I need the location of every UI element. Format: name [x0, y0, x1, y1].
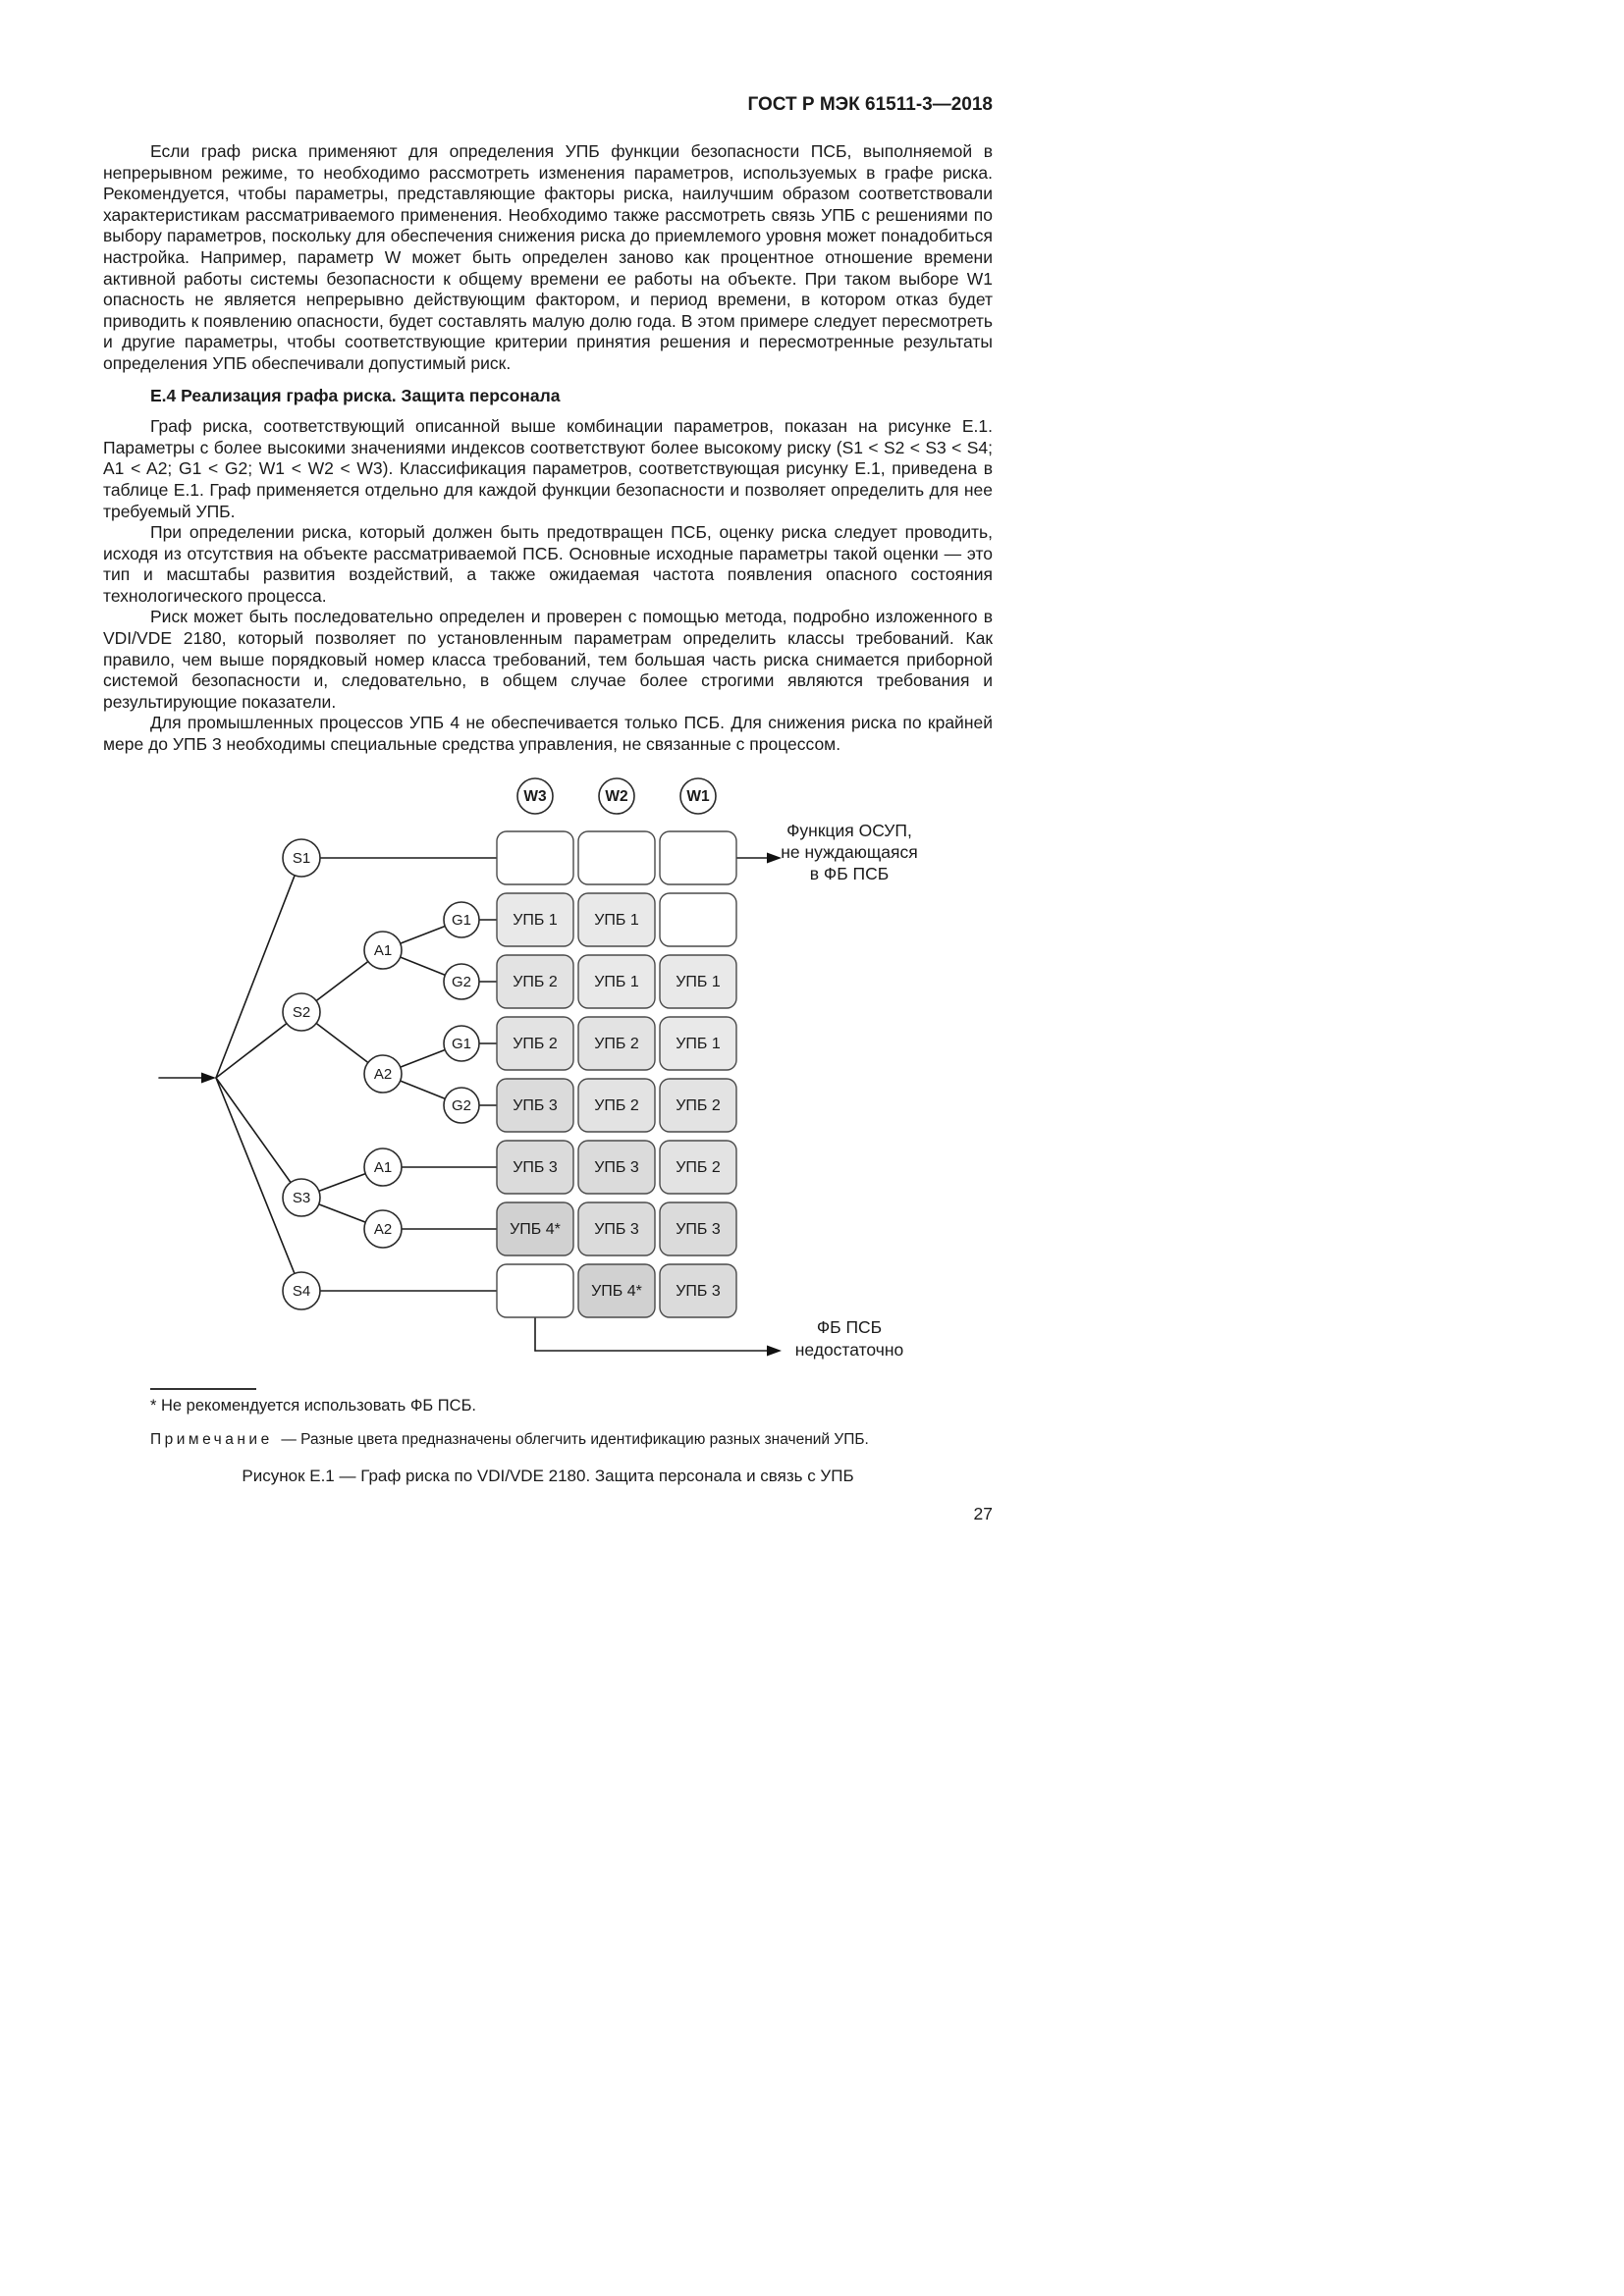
- page-number: 27: [973, 1503, 993, 1523]
- w-node-label: W2: [605, 787, 628, 805]
- section-heading-e4: Е.4 Реализация графа риска. Защита персонала: [150, 385, 561, 405]
- w-node-label: W1: [686, 787, 710, 805]
- paragraph-4: Риск может быть последовательно определен и проверен с помощью метода, подробно изложенного в VDI/VDE 2180, который позволяет по установленным параметрам определить классы требований. Как правило, чем выше порядковый номер класса требований, тем большая часть риска снимается приборной системой безопасности и, следовательно, в общем случае более строгими являются требования и результирующие показатели.: [103, 607, 993, 712]
- a-node-label: A1: [373, 941, 393, 959]
- risk-cell-label: УПБ 3: [513, 1096, 558, 1114]
- label-insufficient-line: ФБ ПСБ: [816, 1316, 883, 1337]
- arrowhead-icon: [767, 1345, 782, 1356]
- figure-note: [150, 1431, 993, 1449]
- risk-cell-label: УПБ 3: [676, 1282, 721, 1300]
- risk-cell-label: УПБ 1: [676, 1035, 721, 1052]
- risk-cell-label: УПБ 2: [513, 973, 558, 990]
- risk-cell-label: УПБ 2: [676, 1158, 721, 1176]
- risk-cell-label: УПБ 1: [513, 911, 558, 929]
- footnote-rule: [150, 1388, 256, 1390]
- g-node-label: G2: [451, 1096, 472, 1114]
- risk-cell-label: УПБ 2: [676, 1096, 721, 1114]
- paragraph-3: При определении риска, который должен быть предотвращен ПСБ, оценку риска следует проводить, исходя из отсутствия на объекте рассматриваемой ПСБ. Основные исходные параметры такой оценки — это тип и масштабы развития воздействий, а также ожидаемая частота появления опасного состояния технологического процесса.: [103, 522, 993, 606]
- risk-cell: [497, 1264, 573, 1317]
- page-content: [103, 94, 993, 1524]
- g-node-label: G1: [451, 911, 472, 929]
- note-label: Примечание: [150, 1430, 273, 1448]
- connector-line: [216, 1078, 301, 1198]
- risk-cell-label: УПБ 3: [594, 1158, 639, 1176]
- risk-cell: [660, 831, 736, 884]
- risk-cell-label: УПБ 3: [676, 1220, 721, 1238]
- risk-cell-label: УПБ 3: [594, 1220, 639, 1238]
- risk-cell: [660, 893, 736, 946]
- risk-cell-label: УПБ 1: [594, 911, 639, 929]
- label-no-fb-line: не нуждающаяся: [781, 841, 918, 862]
- arrowhead-icon: [767, 852, 782, 863]
- g-node-label: G2: [451, 973, 472, 990]
- risk-cell-label: УПБ 1: [676, 973, 721, 990]
- risk-cell-label: УПБ 2: [513, 1035, 558, 1052]
- label-no-fb-line: в ФБ ПСБ: [809, 863, 890, 883]
- a-node-label: A2: [373, 1220, 393, 1238]
- note-text: — Разные цвета предназначены облегчить идентификацию разных значений УПБ.: [281, 1430, 869, 1448]
- s-node-label: S2: [292, 1003, 311, 1021]
- s-node-label: S4: [292, 1282, 311, 1300]
- risk-cell-label: УПБ 4*: [510, 1220, 561, 1238]
- figure-footnote: * Не рекомендуется использовать ФБ ПСБ.: [150, 1396, 476, 1415]
- risk-cell-label: УПБ 2: [594, 1035, 639, 1052]
- arrowhead-icon: [201, 1072, 216, 1083]
- paragraph-2: Граф риска, соответствующий описанной выше комбинации параметров, показан на рисунке Е.1. Параметры с более высокими значениями индексов соответствуют более высокому риску (S1 < S2 < S3 < S4; A1 < A2; G1 < G2; W1 < W2 < W3). Классификация параметров, соответствующая рисунку Е.1, приведена в таблице Е.1. Граф применяется отдельно для каждой функции безопасности и позволяет определить для нее требуемый УПБ.: [103, 416, 993, 521]
- w-node-label: W3: [523, 787, 547, 805]
- risk-cell: [578, 831, 655, 884]
- risk-cell-label: УПБ 3: [513, 1158, 558, 1176]
- risk-cell: [497, 831, 573, 884]
- risk-cell-label: УПБ 1: [594, 973, 639, 990]
- paragraph-5: Для промышленных процессов УПБ 4 не обеспечивается только ПСБ. Для снижения риска по крайней мере до УПБ 3 необходимы специальные средства управления, не связанные с процессом.: [103, 713, 993, 755]
- a-node-label: A1: [373, 1158, 393, 1176]
- figure-e1-risk-graph: [98, 772, 1001, 1380]
- risk-graph-svg: [98, 772, 1001, 1380]
- label-no-fb-line: Функция ОСУП,: [786, 820, 912, 840]
- label-insufficient-line: недостаточно: [794, 1339, 904, 1360]
- doc-number: ГОСТ Р МЭК 61511-3—2018: [747, 94, 993, 115]
- g-node-label: G1: [451, 1035, 472, 1052]
- s-node-label: S3: [292, 1189, 311, 1206]
- paragraph-1: Если граф риска применяют для определения УПБ функции безопасности ПСБ, выполняемой в непрерывном режиме, то необходимо рассмотреть изменения параметров, используемых в графе риска. Рекомендуется, чтобы параметры, представляющие факторы риска, наилучшим образом соответствовали характеристикам рассматриваемого применения. Необходимо также рассмотреть связь УПБ с решениями по выбору параметров, поскольку для обеспечения снижения риска до приемлемого уровня может понадобиться настройка. Например, параметр W может быть определен заново как процентное отношение времени активной работы системы безопасности к общему времени ее работы на объекте. При таком выборе W1 опасность не является непрерывно действующим фактором, и период времени, в котором отказ будет приводить к появлению опасности, будет составлять малую долю года. В этом примере следует пересмотреть и другие параметры, чтобы соответствующие критерии принятия решения и пересмотренные результаты определения УПБ обеспечивали допустимый риск.: [103, 141, 993, 373]
- figure-caption: Рисунок Е.1 — Граф риска по VDI/VDE 2180. Защита персонала и связь с УПБ: [242, 1466, 854, 1485]
- risk-cell-label: УПБ 2: [594, 1096, 639, 1114]
- s-node-label: S1: [292, 849, 311, 867]
- a-node-label: A2: [373, 1065, 393, 1083]
- risk-cell-label: УПБ 4*: [591, 1282, 642, 1300]
